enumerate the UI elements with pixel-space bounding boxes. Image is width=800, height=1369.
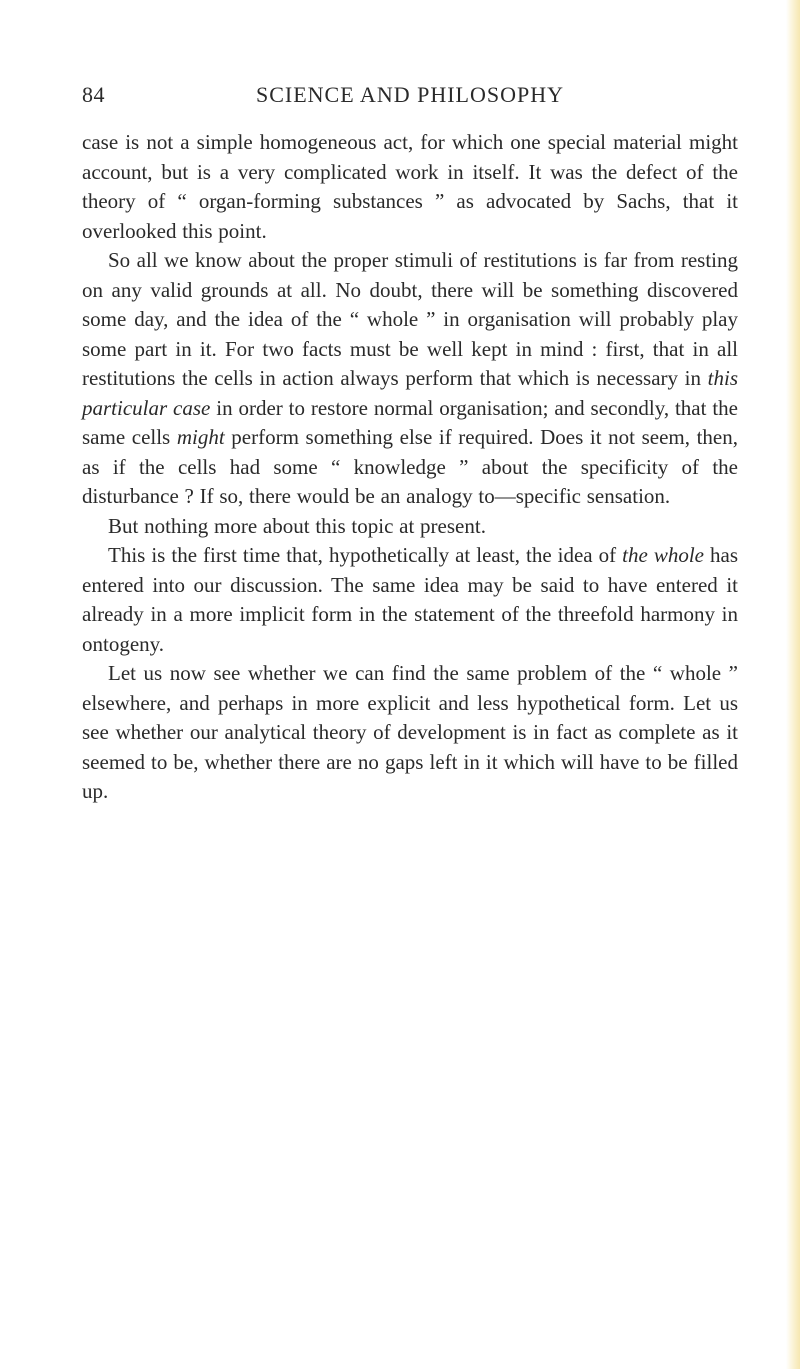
- running-title: SCIENCE AND PHILOSOPHY: [255, 82, 565, 107]
- paragraph-2-part-c: perform something else if required. Does it not seem, then, as if the cells had some “ knowledge ” about the specificity of the disturbance ? If so, there would be an analogy to—specific sensation.: [82, 425, 738, 508]
- emphasis-this-particular-case: this particular case: [82, 366, 738, 420]
- paragraph-4-part-a: This is the first time that, hypothetically at least, the idea of: [108, 543, 623, 567]
- emphasis-the-whole: the whole: [622, 543, 704, 567]
- body-text: [82, 128, 738, 807]
- paragraph-2-part-b: in order to restore normal organisation; and secondly, that the same cells: [82, 395, 738, 449]
- book-page: [82, 82, 738, 807]
- paragraph-5: Let us now see whether we can find the same problem of the “ whole ” elsewhere, and perhaps in more explicit and less hypothetical form. Let us see whether our analytical theory of development is in fact as complete as it seemed to be, whether there are no gaps left in it which will have to be filled up.: [82, 661, 738, 803]
- paragraph-4-part-b: has entered into our discussion. The same idea may be said to have entered it already in a more implicit form in the statement of the threefold harmony in ontogeny.: [82, 543, 738, 656]
- paragraph-1: case is not a simple homogeneous act, for which one special material might account, but is a very complicated work in itself. It was the defect of the theory of “ organ-forming substances ” as advocated by Sachs, that it overlooked this point.: [82, 130, 738, 243]
- paragraph-3: But nothing more about this topic at present.: [108, 513, 486, 538]
- page-number: 84: [82, 82, 105, 107]
- paragraph-2: [82, 246, 738, 512]
- running-head: [82, 82, 738, 112]
- paragraph-4: [82, 541, 738, 659]
- emphasis-might: might: [176, 425, 225, 449]
- paragraph-2-part-a: So all we know about the proper stimuli of restitutions is far from resting on any valid grounds at all. No doubt, there will be something discovered some day, and the idea of the “ whole ” in organisation will probably play some part in it. For two facts must be well kept in mind : first, that in all restitutions the cells in action always perform that which is necessary in: [82, 248, 738, 390]
- page-edge: [786, 0, 800, 1369]
